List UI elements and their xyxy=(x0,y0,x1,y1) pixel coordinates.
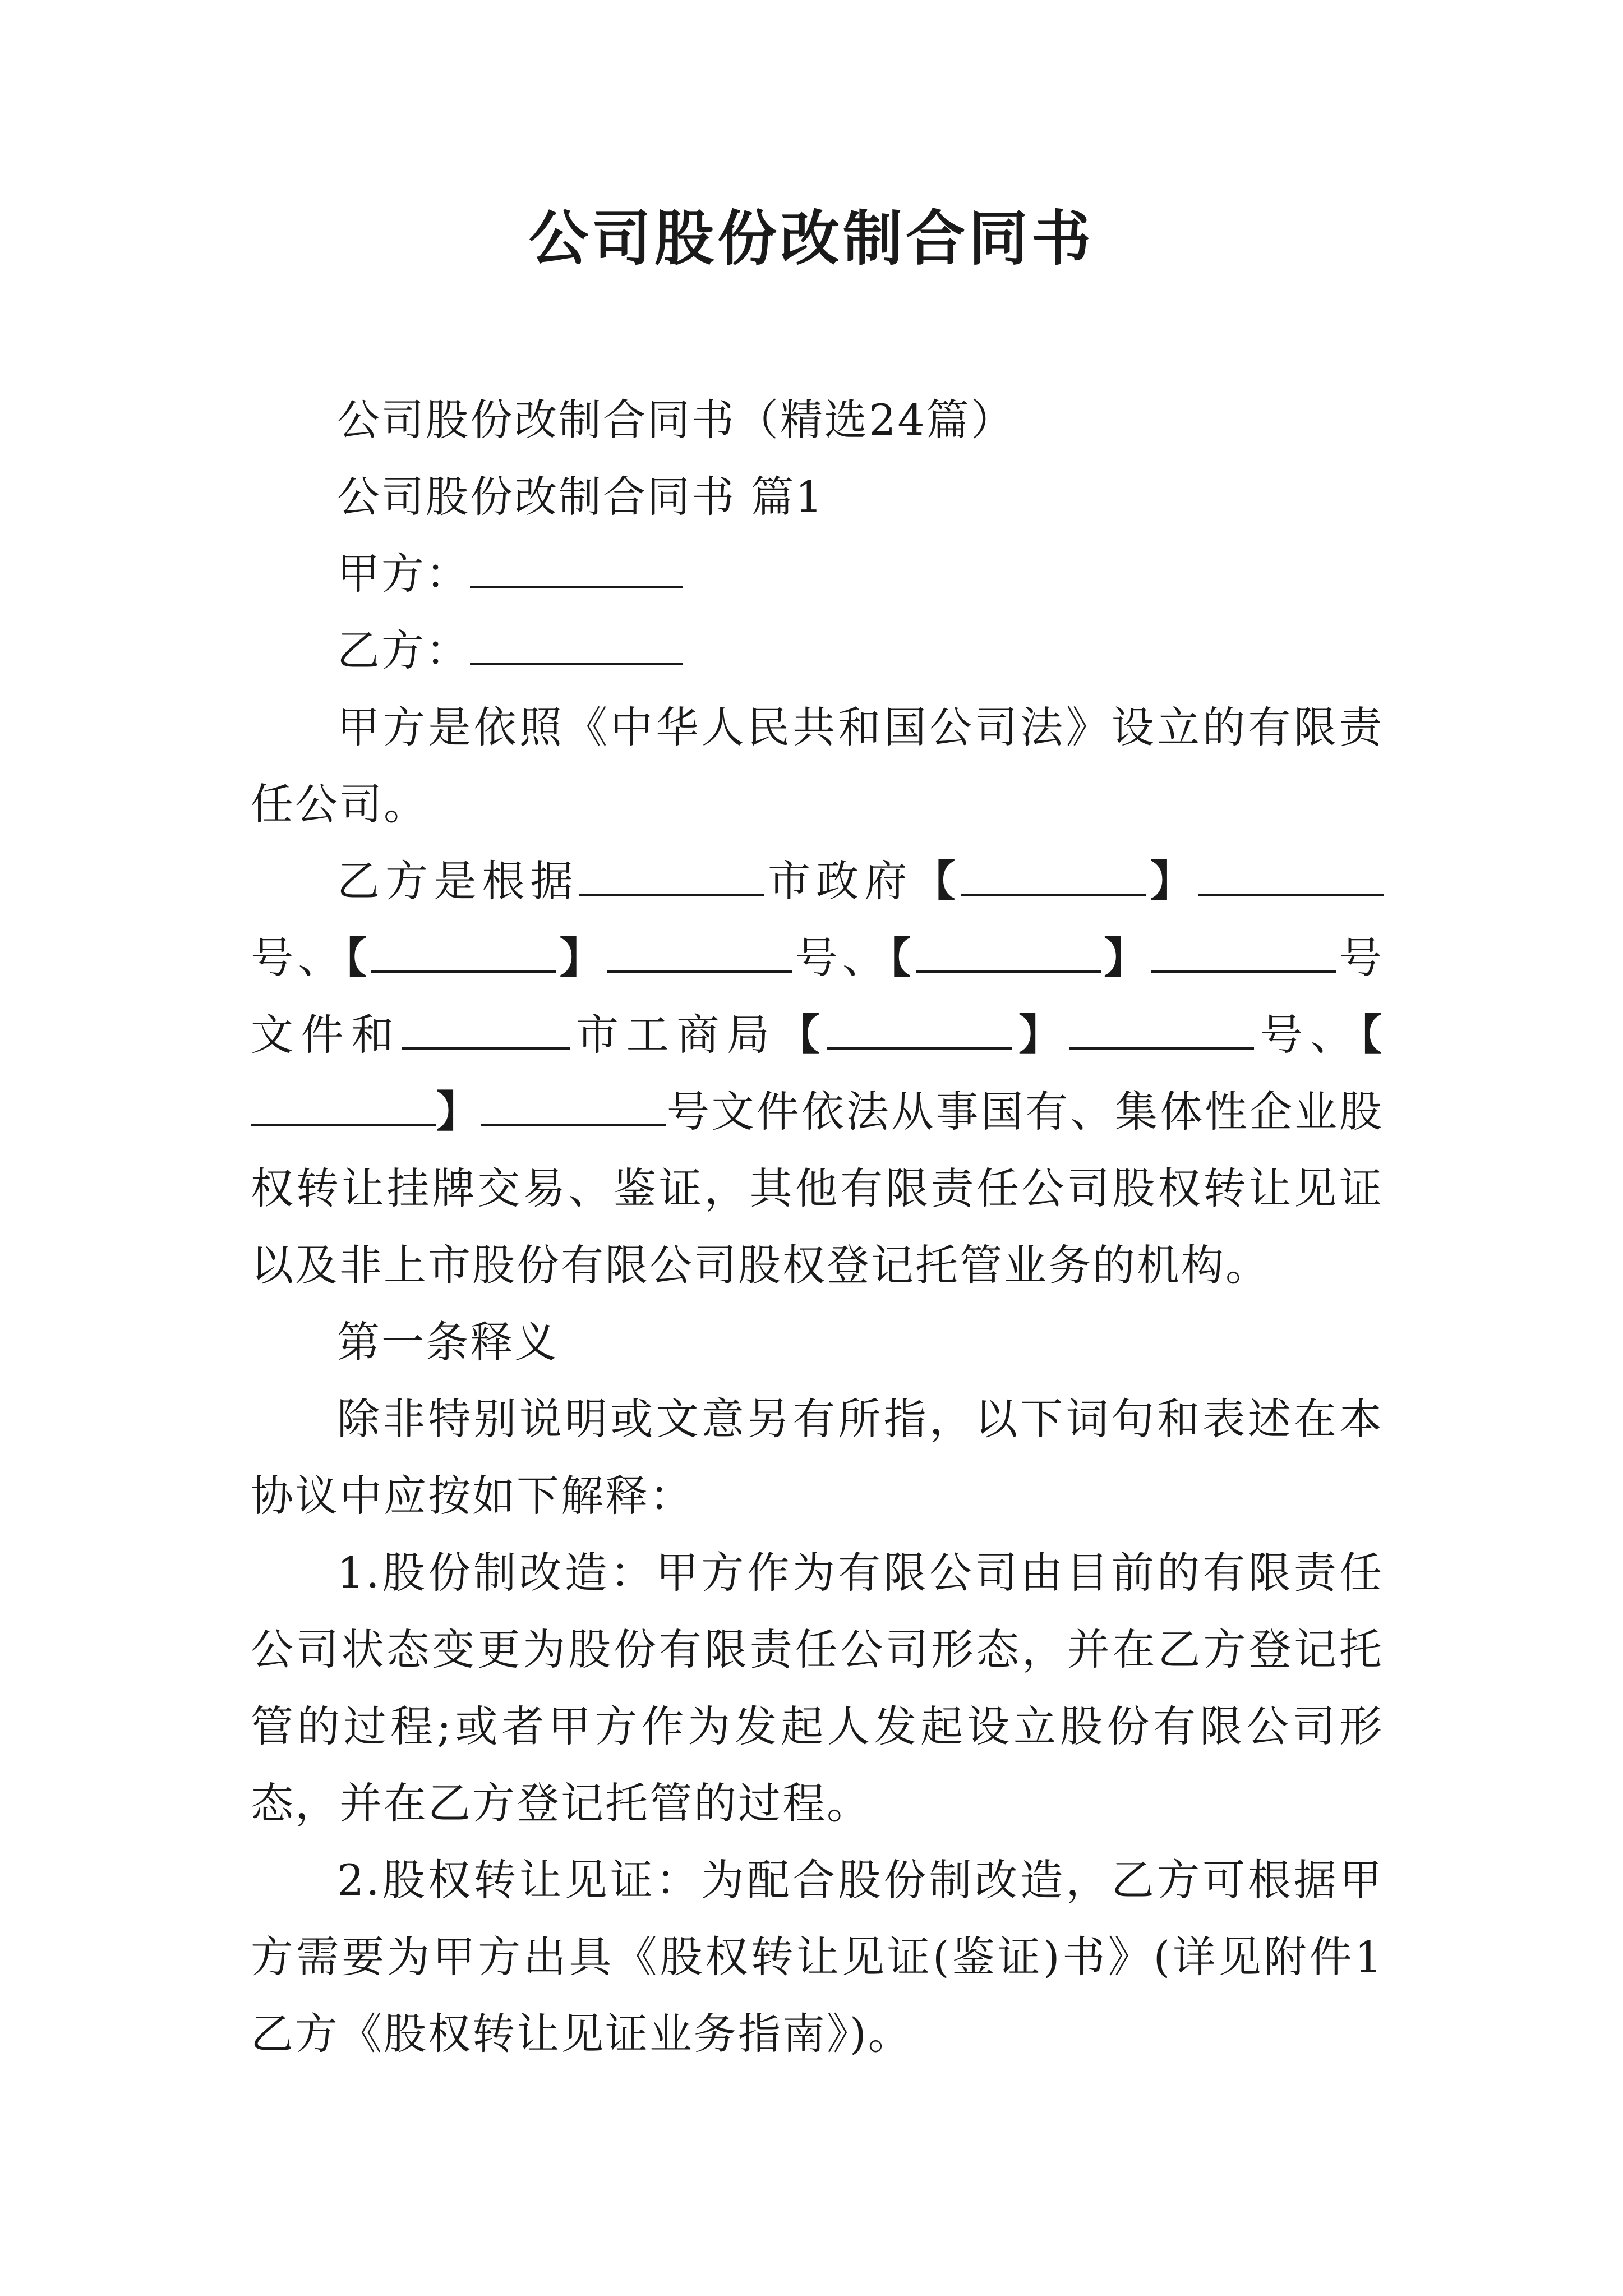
party-b-line xyxy=(251,612,1384,689)
section-heading: 公司股份改制合同书 篇1 xyxy=(337,472,824,522)
blank-field xyxy=(481,1089,666,1126)
document-title: 公司股份改制合同书 xyxy=(529,203,1094,273)
blank-field xyxy=(1198,859,1384,896)
text-fragment: 乙方是根据 xyxy=(337,856,579,906)
text-fragment: 文件和 xyxy=(251,1010,402,1060)
bracket-right: 】 xyxy=(1100,933,1151,983)
paragraph-party-b xyxy=(251,843,1384,1304)
article-heading: 第一条释义 xyxy=(337,1317,559,1367)
bracket-left: 【 xyxy=(1361,1010,1384,1060)
text-fragment: 号、 xyxy=(792,933,890,983)
subtitle: 公司股份改制合同书（精选24篇） xyxy=(337,395,1015,445)
blank-field xyxy=(371,936,556,973)
party-b-label: 乙方： xyxy=(337,625,470,675)
definition-item-2: 2.股权转让见证：为配合股份制改造，乙方可根据甲方需要为甲方出具《股权转让见证(鉴证)书》(详见附件1乙方《股权转让见证业务指南》)。 xyxy=(251,1855,1384,2059)
bracket-right: 】 xyxy=(1146,856,1199,906)
text-fragment: 号、 xyxy=(1253,1010,1361,1060)
party-a-line xyxy=(251,535,1384,612)
blank-field xyxy=(607,936,792,973)
blank-field xyxy=(402,1013,570,1050)
party-a-blank xyxy=(470,551,683,588)
blank-field xyxy=(827,1013,1012,1050)
text-fragment: 号文件依法从事国有、集体性企业股权转让挂牌交易、鉴证，其他有限责任公司股权转让见证以及非上市股份有限公司股权登记托管业务的机构。 xyxy=(251,1087,1384,1290)
paragraph-definitions-intro: 除非特别说明或文意另有所指，以下词句和表述在本协议中应按如下解释： xyxy=(251,1394,1384,1521)
text-fragment: 号 xyxy=(1336,933,1384,983)
blank-field xyxy=(961,859,1146,896)
document-body xyxy=(251,381,1384,2072)
bracket-left: 【 xyxy=(912,856,961,906)
bracket-right: 】 xyxy=(556,933,607,983)
blank-field xyxy=(1151,936,1336,973)
text-fragment: 市政府 xyxy=(763,856,913,906)
bracket-left: 【 xyxy=(777,1010,828,1060)
definition-item-1: 1.股份制改造：甲方作为有限公司由目前的有限责任公司状态变更为股份有限责任公司形态，并在乙方登记托管的过程;或者甲方作为发起人发起设立股份有限公司形态，并在乙方登记托管的过程。 xyxy=(251,1548,1384,1828)
party-b-blank xyxy=(470,628,683,665)
bracket-right: 】 xyxy=(436,1087,481,1137)
blank-field xyxy=(916,936,1101,973)
text-fragment: 市工商局 xyxy=(570,1010,777,1060)
blank-field xyxy=(251,1089,436,1126)
bracket-left: 【 xyxy=(345,933,372,983)
blank-field xyxy=(579,859,764,896)
blank-field xyxy=(1069,1013,1254,1050)
text-fragment: 号、 xyxy=(251,933,345,983)
bracket-left: 【 xyxy=(889,933,916,983)
bracket-right: 】 xyxy=(1012,1010,1069,1060)
paragraph-party-a: 甲方是依照《中华人民共和国公司法》设立的有限责任公司。 xyxy=(251,702,1384,829)
party-a-label: 甲方： xyxy=(337,549,470,599)
